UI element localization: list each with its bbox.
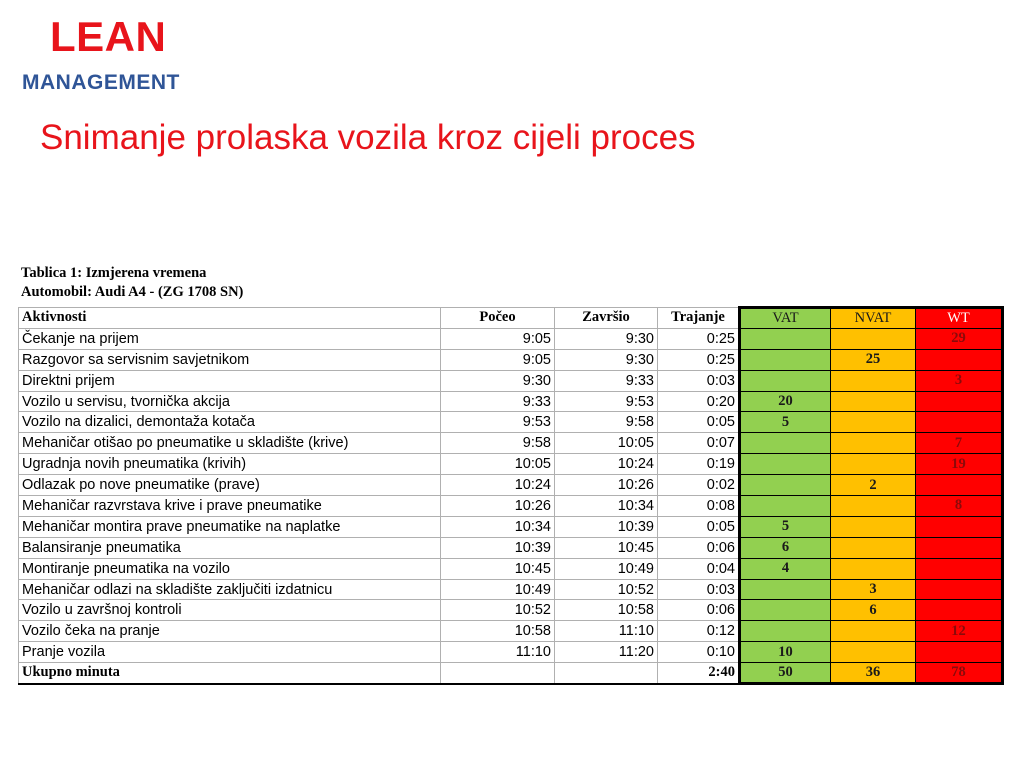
header-zavrsio: Završio: [555, 308, 658, 329]
cell-activity: Odlazak po nove pneumatike (prave): [19, 475, 441, 496]
cell-wt: [916, 349, 1003, 370]
cell-start-time: 11:10: [441, 642, 555, 663]
table-row: [19, 349, 1003, 370]
cell-nvat: 6: [831, 600, 916, 621]
cell-duration: 0:06: [658, 537, 740, 558]
cell-end-time: 10:26: [555, 475, 658, 496]
cell-vat: [740, 496, 831, 517]
table-row: [19, 496, 1003, 517]
cell-start-time: 10:39: [441, 537, 555, 558]
cell-vat: [740, 475, 831, 496]
cell-nvat: 25: [831, 349, 916, 370]
header-vat: VAT: [740, 308, 831, 329]
cell-nvat: [831, 537, 916, 558]
cell-duration: 0:02: [658, 475, 740, 496]
cell-end-time: 9:58: [555, 412, 658, 433]
cell-end-time: 9:30: [555, 349, 658, 370]
cell-start-time: 10:58: [441, 621, 555, 642]
total-wt: 78: [916, 663, 1003, 684]
cell-vat: [740, 454, 831, 475]
cell-duration: 0:25: [658, 328, 740, 349]
cell-duration: 0:19: [658, 454, 740, 475]
cell-start-time: 10:34: [441, 516, 555, 537]
cell-nvat: [831, 516, 916, 537]
logo-management-text: MANAGEMENT: [22, 71, 180, 94]
cell-start-time: 9:05: [441, 349, 555, 370]
cell-vat: [740, 328, 831, 349]
slide-title: Snimanje prolaska vozila kroz cijeli proces: [40, 118, 696, 157]
cell-end-time: 9:53: [555, 391, 658, 412]
cell-duration: 0:07: [658, 433, 740, 454]
cell-end-time: 11:10: [555, 621, 658, 642]
cell-vat: [740, 579, 831, 600]
cell-wt: [916, 579, 1003, 600]
cell-start-time: 10:45: [441, 558, 555, 579]
cell-end-time: 10:45: [555, 537, 658, 558]
table-row: [19, 600, 1003, 621]
cell-start-time: 10:49: [441, 579, 555, 600]
table-row: [19, 537, 1003, 558]
cell-vat: [740, 349, 831, 370]
table-row: [19, 642, 1003, 663]
cell-start-time: 9:53: [441, 412, 555, 433]
table-header-row: [19, 308, 1003, 329]
cell-activity: Vozilo u servisu, tvornička akcija: [19, 391, 441, 412]
cell-nvat: [831, 370, 916, 391]
cell-start-time: 9:30: [441, 370, 555, 391]
time-measurement-table: [18, 306, 1004, 685]
total-nvat: 36: [831, 663, 916, 684]
cell-vat: 5: [740, 412, 831, 433]
header-trajanje: Trajanje: [658, 308, 740, 329]
cell-activity: Vozilo čeka na pranje: [19, 621, 441, 642]
cell-wt: 3: [916, 370, 1003, 391]
cell-end-time: 10:24: [555, 454, 658, 475]
cell-end-time: 9:30: [555, 328, 658, 349]
cell-activity: Mehaničar razvrstava krive i prave pneumatike: [19, 496, 441, 517]
table-caption-title: Tablica 1: Izmjerena vremena: [21, 265, 207, 281]
cell-vat: 4: [740, 558, 831, 579]
cell-nvat: [831, 412, 916, 433]
total-label: Ukupno minuta: [19, 663, 441, 684]
cell-duration: 0:03: [658, 579, 740, 600]
cell-duration: 0:10: [658, 642, 740, 663]
cell-duration: 0:12: [658, 621, 740, 642]
cell-nvat: 3: [831, 579, 916, 600]
table-row: [19, 516, 1003, 537]
cell-activity: Balansiranje pneumatika: [19, 537, 441, 558]
table-row: [19, 475, 1003, 496]
total-end: [555, 663, 658, 684]
table-caption-vehicle: Automobil: Audi A4 - (ZG 1708 SN): [21, 284, 244, 300]
cell-vat: [740, 433, 831, 454]
cell-wt: 19: [916, 454, 1003, 475]
logo-lean-text: LEAN: [50, 13, 167, 60]
table-row: [19, 454, 1003, 475]
total-vat: 50: [740, 663, 831, 684]
table-total-row: [19, 663, 1003, 684]
cell-end-time: 11:20: [555, 642, 658, 663]
cell-activity: Mehaničar odlazi na skladište zaključiti izdatnicu: [19, 579, 441, 600]
cell-start-time: 10:24: [441, 475, 555, 496]
cell-nvat: 2: [831, 475, 916, 496]
cell-nvat: [831, 391, 916, 412]
cell-start-time: 9:33: [441, 391, 555, 412]
cell-wt: [916, 391, 1003, 412]
cell-nvat: [831, 454, 916, 475]
cell-end-time: 10:58: [555, 600, 658, 621]
table-row: [19, 328, 1003, 349]
table-row: [19, 412, 1003, 433]
cell-duration: 0:06: [658, 600, 740, 621]
cell-wt: [916, 537, 1003, 558]
cell-vat: 10: [740, 642, 831, 663]
cell-start-time: 9:58: [441, 433, 555, 454]
cell-nvat: [831, 433, 916, 454]
cell-end-time: 10:39: [555, 516, 658, 537]
table-row: [19, 391, 1003, 412]
cell-wt: [916, 475, 1003, 496]
cell-activity: Čekanje na prijem: [19, 328, 441, 349]
header-aktivnosti: Aktivnosti: [19, 308, 441, 329]
cell-end-time: 9:33: [555, 370, 658, 391]
header-wt: WT: [916, 308, 1003, 329]
table-row: [19, 579, 1003, 600]
cell-nvat: [831, 558, 916, 579]
cell-vat: [740, 621, 831, 642]
cell-activity: Pranje vozila: [19, 642, 441, 663]
cell-wt: [916, 558, 1003, 579]
cell-vat: [740, 370, 831, 391]
cell-activity: Mehaničar montira prave pneumatike na naplatke: [19, 516, 441, 537]
table-row: [19, 433, 1003, 454]
cell-end-time: 10:05: [555, 433, 658, 454]
cell-duration: 0:25: [658, 349, 740, 370]
cell-duration: 0:05: [658, 412, 740, 433]
cell-vat: 5: [740, 516, 831, 537]
cell-start-time: 10:26: [441, 496, 555, 517]
cell-wt: 29: [916, 328, 1003, 349]
total-duration: 2:40: [658, 663, 740, 684]
cell-duration: 0:04: [658, 558, 740, 579]
cell-activity: Montiranje pneumatika na vozilo: [19, 558, 441, 579]
total-start: [441, 663, 555, 684]
cell-wt: [916, 642, 1003, 663]
cell-start-time: 9:05: [441, 328, 555, 349]
cell-nvat: [831, 621, 916, 642]
cell-duration: 0:03: [658, 370, 740, 391]
cell-duration: 0:20: [658, 391, 740, 412]
cell-nvat: [831, 496, 916, 517]
cell-wt: [916, 412, 1003, 433]
cell-vat: 20: [740, 391, 831, 412]
cell-activity: Ugradnja novih pneumatika (krivih): [19, 454, 441, 475]
cell-end-time: 10:34: [555, 496, 658, 517]
cell-vat: 6: [740, 537, 831, 558]
header-poceo: Počeo: [441, 308, 555, 329]
cell-start-time: 10:52: [441, 600, 555, 621]
table-row: [19, 558, 1003, 579]
cell-end-time: 10:52: [555, 579, 658, 600]
cell-wt: 12: [916, 621, 1003, 642]
cell-end-time: 10:49: [555, 558, 658, 579]
cell-activity: Vozilo u završnoj kontroli: [19, 600, 441, 621]
cell-duration: 0:08: [658, 496, 740, 517]
header-nvat: NVAT: [831, 308, 916, 329]
cell-wt: [916, 516, 1003, 537]
table-row: [19, 370, 1003, 391]
cell-wt: 7: [916, 433, 1003, 454]
cell-nvat: [831, 642, 916, 663]
cell-activity: Vozilo na dizalici, demontaža kotača: [19, 412, 441, 433]
cell-activity: Direktni prijem: [19, 370, 441, 391]
cell-vat: [740, 600, 831, 621]
cell-start-time: 10:05: [441, 454, 555, 475]
cell-activity: Mehaničar otišao po pneumatike u skladište (krive): [19, 433, 441, 454]
table-row: [19, 621, 1003, 642]
cell-duration: 0:05: [658, 516, 740, 537]
cell-wt: 8: [916, 496, 1003, 517]
cell-nvat: [831, 328, 916, 349]
cell-wt: [916, 600, 1003, 621]
cell-activity: Razgovor sa servisnim savjetnikom: [19, 349, 441, 370]
table-caption: [21, 264, 243, 302]
